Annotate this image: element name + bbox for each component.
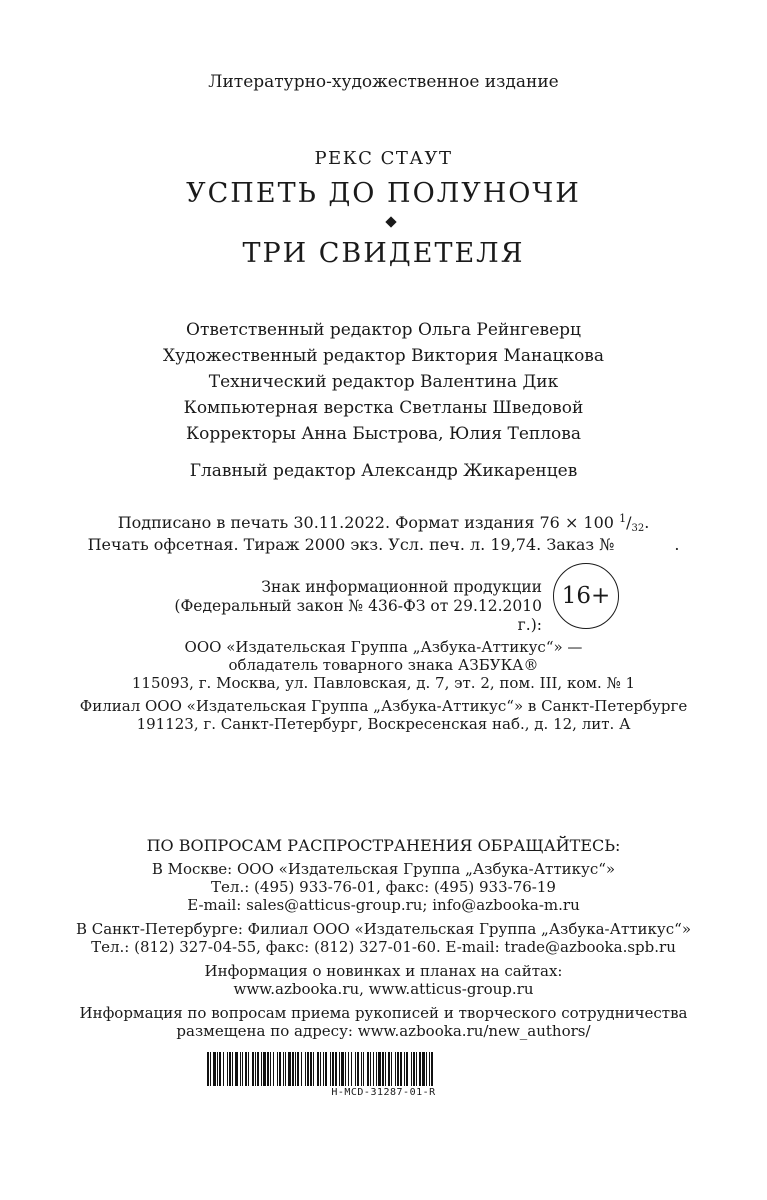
- sites-list: www.azbooka.ru, www.atticus-group.ru: [233, 980, 534, 998]
- barcode-bar: [245, 1052, 247, 1086]
- barcode-bar: [411, 1052, 412, 1086]
- barcode-bar: [373, 1052, 374, 1086]
- barcode-bar: [273, 1052, 274, 1086]
- moscow-line-1: В Москве: ООО «Издательская Группа „Азбука-Аттикус“»: [151, 860, 616, 878]
- barcode-bar: [320, 1052, 321, 1086]
- barcode-bar: [422, 1052, 425, 1086]
- barcode-bar: [313, 1052, 314, 1086]
- barcode-bar: [255, 1052, 256, 1086]
- barcode-bar: [257, 1052, 259, 1086]
- barcode-bar: [325, 1052, 327, 1086]
- barcode-bar: [263, 1052, 266, 1086]
- book-title-2: ТРИ СВИДЕТЕЛЯ: [242, 238, 525, 269]
- barcode-bar: [213, 1052, 216, 1086]
- barcode-bar: [382, 1052, 384, 1086]
- barcode-bar: [332, 1052, 334, 1086]
- barcode-bar: [270, 1052, 271, 1086]
- barcode-bar: [357, 1052, 359, 1086]
- book-title-1: УСПЕТЬ ДО ПОЛУНОЧИ: [186, 178, 581, 209]
- barcode-bar: [397, 1052, 399, 1086]
- barcode-bar: [400, 1052, 402, 1086]
- barcode-bar: [248, 1052, 249, 1086]
- barcode-bar: [210, 1052, 211, 1086]
- moscow-email: E-mail: sales@atticus-group.ru; info@azbooka-m.ru: [187, 896, 580, 914]
- credit-proofreaders: Корректоры Анна Быстрова, Юлия Теплова: [186, 424, 581, 444]
- barcode-bar: [395, 1052, 396, 1086]
- barcode-bar: [317, 1052, 319, 1086]
- info-sign-block: [150, 578, 542, 635]
- barcode-bar: [285, 1052, 286, 1086]
- barcode-bar: [235, 1052, 238, 1086]
- publisher-address: 115093, г. Москва, ул. Павловская, д. 7, эт. 2, пом. III, ком. № 1: [131, 674, 636, 692]
- barcode-bar: [339, 1052, 340, 1086]
- barcode-bar: [277, 1052, 278, 1086]
- barcode-bar: [310, 1052, 312, 1086]
- barcode-bar: [283, 1052, 284, 1086]
- print-info-line-1: Подписано в печать 30.11.2022. Формат издания 76 × 100 $^1/_{32}$.: [117, 512, 650, 534]
- barcode-bar: [305, 1052, 306, 1086]
- barcode-bar: [429, 1052, 430, 1086]
- manuscripts-line-1: Информация по вопросам приема рукописей и творческого сотрудничества: [79, 1004, 688, 1022]
- barcode-bar: [288, 1052, 291, 1086]
- barcode-bar: [345, 1052, 346, 1086]
- distribution-heading: ПО ВОПРОСАМ РАСПРОСТРАНЕНИЯ ОБРАЩАЙТЕСЬ:: [146, 836, 621, 855]
- credit-technical-editor: Технический редактор Валентина Дик: [208, 372, 559, 392]
- publisher-line-1: ООО «Издательская Группа „Азбука-Аттикус“» —: [184, 638, 583, 656]
- barcode-bar: [323, 1052, 324, 1086]
- barcode-bar: [335, 1052, 337, 1086]
- barcode-bar: [413, 1052, 415, 1086]
- info-sign-line-1: Знак информационной продукции: [261, 578, 542, 596]
- barcode-bar: [406, 1052, 408, 1086]
- barcode-bar: [363, 1052, 364, 1086]
- print-info-line-2: Печать офсетная. Тираж 2000 экз. Усл. печ. л. 19,74. Заказ № .: [87, 535, 680, 554]
- barcode-bar: [385, 1052, 386, 1086]
- sites-heading: Информация о новинках и планах на сайтах:: [204, 962, 563, 980]
- barcode-bar: [219, 1052, 221, 1086]
- barcode-bar: [370, 1052, 371, 1086]
- spb-contacts: Тел.: (812) 327-04-55, факс: (812) 327-01-60. E-mail: trade@azbooka.spb.ru: [91, 938, 676, 956]
- barcode-bar: [261, 1052, 262, 1086]
- moscow-phone: Тел.: (495) 933-76-01, факс: (495) 933-76-19: [211, 878, 556, 896]
- barcode-bar: [419, 1052, 421, 1086]
- author-name: РЕКС СТАУТ: [314, 148, 453, 169]
- credit-layout: Компьютерная верстка Светланы Шведовой: [183, 398, 584, 418]
- barcode-bar: [330, 1052, 331, 1086]
- spb-line-1: В Санкт-Петербурге: Филиал ООО «Издательская Группа „Азбука-Аттикус“»: [75, 920, 692, 938]
- barcode-bar: [361, 1052, 362, 1086]
- barcode-bar: [378, 1052, 381, 1086]
- age-rating-badge: 16+: [553, 563, 619, 629]
- barcode-icon: [207, 1052, 575, 1086]
- barcode-bar: [297, 1052, 299, 1086]
- barcode-bar: [292, 1052, 294, 1086]
- credit-art-editor: Художественный редактор Виктория Манацкова: [162, 346, 605, 366]
- manuscripts-line-2: размещена по адресу: www.azbooka.ru/new_authors/: [176, 1022, 591, 1040]
- barcode-bar: [217, 1052, 218, 1086]
- barcode-bar: [416, 1052, 417, 1086]
- barcode-bar: [232, 1052, 233, 1086]
- barcode-bar: [348, 1052, 349, 1086]
- barcode-bar: [355, 1052, 356, 1086]
- barcode-bar: [223, 1052, 224, 1086]
- barcode-bar: [351, 1052, 352, 1086]
- branch-line-1: Филиал ООО «Издательская Группа „Азбука-Аттикус“» в Санкт-Петербурге: [79, 697, 688, 715]
- barcode-bar: [242, 1052, 243, 1086]
- barcode-bar: [391, 1052, 392, 1086]
- barcode-text: H-MCD-31287-01-R: [331, 1087, 436, 1098]
- barcode-bar: [267, 1052, 269, 1086]
- barcode-bar: [279, 1052, 281, 1086]
- publisher-line-2: обладатель товарного знака АЗБУКА®: [228, 656, 539, 674]
- barcode-bar: [301, 1052, 302, 1086]
- chief-editor: Главный редактор Александр Жикаренцев: [189, 461, 578, 481]
- barcode-bar: [341, 1052, 344, 1086]
- barcode-bar: [367, 1052, 369, 1086]
- barcode-bar: [207, 1052, 209, 1086]
- barcode-bar: [388, 1052, 390, 1086]
- credit-responsible-editor: Ответственный редактор Ольга Рейнгеверц: [186, 320, 581, 340]
- barcode-bar: [307, 1052, 309, 1086]
- info-sign-line-2: (Федеральный закон № 436-ФЗ от 29.12.2010 г.):: [174, 597, 542, 634]
- diamond-separator-icon: [385, 216, 396, 227]
- barcode-bar: [404, 1052, 405, 1086]
- barcode-bar: [227, 1052, 228, 1086]
- barcode-bar: [376, 1052, 377, 1086]
- branch-address: 191123, г. Санкт-Петербург, Воскресенская наб., д. 12, лит. А: [136, 715, 631, 733]
- barcode-bar: [426, 1052, 427, 1086]
- barcode-bar: [295, 1052, 296, 1086]
- barcode-bar: [240, 1052, 241, 1086]
- genre-label: Литературно-художественное издание: [208, 72, 559, 92]
- barcode-bar: [431, 1052, 433, 1086]
- barcode-bar: [229, 1052, 231, 1086]
- barcode-bar: [252, 1052, 254, 1086]
